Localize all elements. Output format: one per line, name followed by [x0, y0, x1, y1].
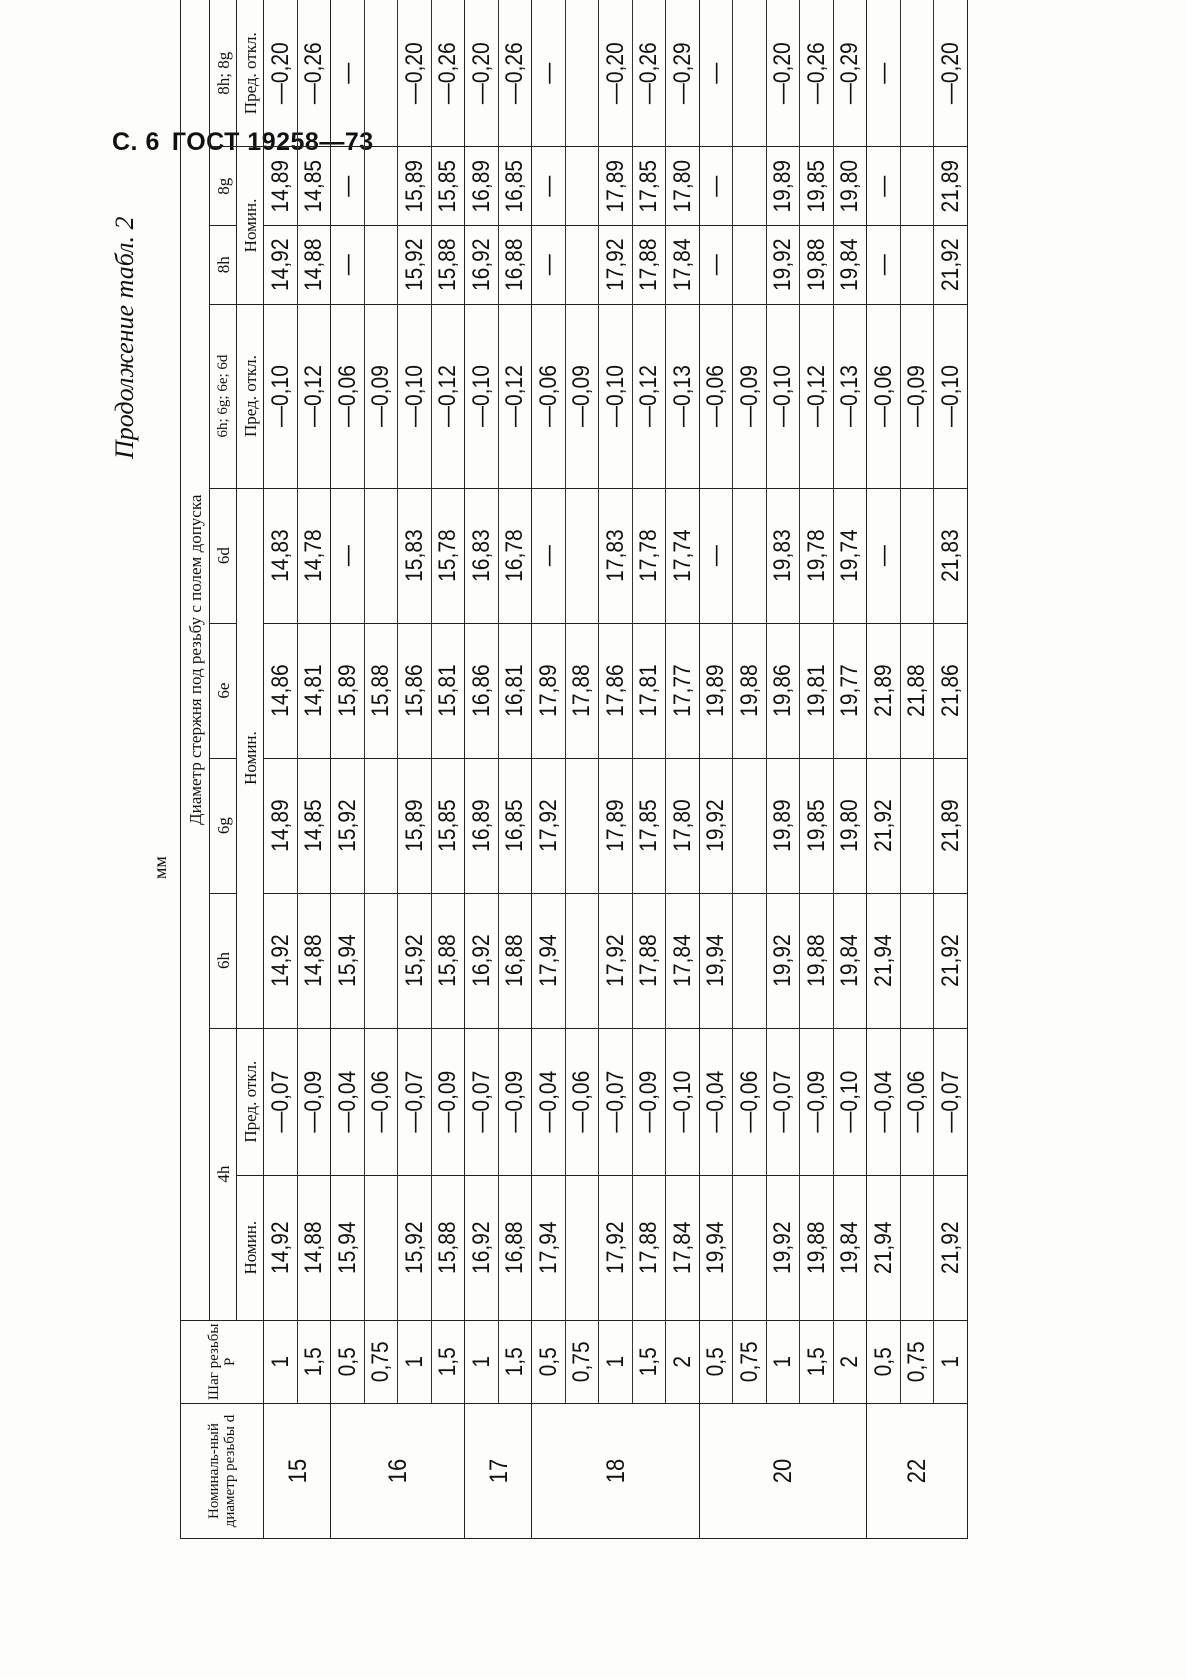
value-cell-e4h: —0,09	[797, 1028, 836, 1175]
value-cell-n6g: 15,89	[395, 758, 434, 893]
table-body	[264, 0, 968, 1539]
value-cell-n6e: 15,81	[428, 623, 467, 758]
value-cell-n6e: 14,86	[261, 623, 300, 758]
header-thread-pitch: Шаг резьбы P	[181, 1320, 264, 1403]
value-cell-e4h: —0,07	[931, 1028, 970, 1175]
value-cell-n6g: 19,85	[797, 758, 836, 893]
value-cell-n8g: 14,89	[261, 147, 300, 226]
value-cell-n8h: —	[328, 225, 367, 304]
header-6-limit: Пред. откл.	[237, 304, 264, 488]
table-row	[900, 0, 934, 1539]
table-row	[297, 0, 331, 1539]
value-cell-n8g: 15,85	[428, 147, 467, 226]
value-cell-n6h: 17,88	[629, 893, 668, 1028]
value-cell-n6h	[361, 893, 400, 1028]
value-cell-n4h	[361, 1175, 400, 1320]
value-cell-n6d: 16,83	[462, 488, 501, 623]
table-row	[867, 0, 901, 1539]
value-cell-n6d: 21,83	[931, 488, 970, 623]
value-cell-e6: —0,09	[897, 304, 936, 488]
value-cell-n6e: 19,88	[730, 623, 769, 758]
value-cell-n6d: —	[529, 488, 568, 623]
value-cell-e8: —0,20	[462, 0, 501, 147]
value-cell-n4h: 15,88	[428, 1175, 467, 1320]
value-cell-e6: —0,06	[696, 304, 735, 488]
value-cell-n8g: 15,89	[395, 147, 434, 226]
value-cell-n8h: —	[696, 225, 735, 304]
value-cell-e8: —0,20	[596, 0, 635, 147]
value-cell-e4h: —0,04	[529, 1028, 568, 1175]
thread-pitch-cell: 0,5	[529, 1320, 568, 1403]
value-cell-n6d: 17,74	[663, 488, 702, 623]
value-cell-n6g	[562, 758, 601, 893]
header-tol-4h: 4h	[210, 1028, 237, 1320]
value-cell-n4h: 17,84	[663, 1175, 702, 1320]
value-cell-e6: —0,09	[562, 304, 601, 488]
value-cell-e8	[562, 0, 601, 147]
header-tol-6g: 6g	[210, 758, 237, 893]
value-cell-e8: —0,26	[797, 0, 836, 147]
thread-pitch-cell: 1,5	[294, 1320, 333, 1403]
thread-pitch-cell: 0,5	[696, 1320, 735, 1403]
value-cell-n8h: 14,88	[294, 225, 333, 304]
thread-pitch-cell: 1	[931, 1320, 970, 1403]
value-cell-n4h	[562, 1175, 601, 1320]
value-cell-n8g: 16,85	[495, 147, 534, 226]
table-row	[331, 0, 365, 1539]
value-cell-n4h: 15,92	[395, 1175, 434, 1320]
page-number: С. 6	[112, 128, 160, 156]
value-cell-e8	[897, 0, 936, 147]
value-cell-n8h: 19,92	[763, 225, 802, 304]
thread-pitch-cell: 1	[596, 1320, 635, 1403]
value-cell-n6h: 14,88	[294, 893, 333, 1028]
value-cell-n6e: 19,89	[696, 623, 735, 758]
value-cell-e8: —0,26	[629, 0, 668, 147]
value-cell-n6g	[361, 758, 400, 893]
nominal-diameter-cell: 18	[519, 1404, 712, 1539]
value-cell-n6g: 16,85	[495, 758, 534, 893]
value-cell-e8: —0,29	[830, 0, 869, 147]
value-cell-e4h: —0,07	[462, 1028, 501, 1175]
nominal-diameter-cell: 15	[258, 1404, 335, 1539]
thread-diameter-table	[180, 0, 968, 1539]
value-cell-n8h: —	[864, 225, 903, 304]
thread-pitch-cell: 0,75	[730, 1320, 769, 1403]
thread-pitch-cell: 0,5	[328, 1320, 367, 1403]
value-cell-n8g: 19,80	[830, 147, 869, 226]
header-tol-8h: 8h	[210, 225, 237, 304]
value-cell-n8g: 17,89	[596, 147, 635, 226]
value-cell-e8: —0,26	[428, 0, 467, 147]
value-cell-n6g: 21,89	[931, 758, 970, 893]
value-cell-n6g: 14,85	[294, 758, 333, 893]
table-row	[364, 0, 398, 1539]
value-cell-n6d	[897, 488, 936, 623]
value-cell-n8h: —	[529, 225, 568, 304]
header-6-nominal: Номин.	[237, 488, 264, 1028]
header-4h-limit: Пред. откл.	[237, 1028, 264, 1175]
value-cell-n6e: 21,89	[864, 623, 903, 758]
header-tol-6e: 6e	[210, 623, 237, 758]
value-cell-n6e: 16,86	[462, 623, 501, 758]
value-cell-e4h: —0,04	[696, 1028, 735, 1175]
value-cell-n6d: 14,78	[294, 488, 333, 623]
value-cell-e4h: —0,06	[562, 1028, 601, 1175]
thread-pitch-cell: 1	[462, 1320, 501, 1403]
thread-pitch-cell: 1,5	[428, 1320, 467, 1403]
value-cell-n6d: 19,74	[830, 488, 869, 623]
value-cell-e6: —0,10	[763, 304, 802, 488]
nominal-diameter-cell: 17	[459, 1404, 536, 1539]
value-cell-n4h: 14,92	[261, 1175, 300, 1320]
value-cell-n6d: 14,83	[261, 488, 300, 623]
value-cell-n4h: 15,94	[328, 1175, 367, 1320]
value-cell-e6: —0,09	[730, 304, 769, 488]
value-cell-n4h: 19,84	[830, 1175, 869, 1320]
header-tol-8-group: 8h; 8g	[210, 0, 237, 147]
value-cell-n6g: 16,89	[462, 758, 501, 893]
value-cell-n6e: 15,88	[361, 623, 400, 758]
value-cell-n8g: 17,80	[663, 147, 702, 226]
value-cell-n6d: —	[864, 488, 903, 623]
value-cell-e4h: —0,04	[864, 1028, 903, 1175]
value-cell-e6: —0,12	[629, 304, 668, 488]
value-cell-n6h: 21,92	[931, 893, 970, 1028]
value-cell-e4h: —0,07	[763, 1028, 802, 1175]
value-cell-n4h: 19,94	[696, 1175, 735, 1320]
value-cell-n6d: 19,83	[763, 488, 802, 623]
value-cell-n6g: 17,89	[596, 758, 635, 893]
value-cell-e6: —0,10	[261, 304, 300, 488]
value-cell-n6h	[897, 893, 936, 1028]
value-cell-e4h: —0,07	[395, 1028, 434, 1175]
table-row	[264, 0, 298, 1539]
table-row	[632, 0, 666, 1539]
value-cell-e6: —0,13	[663, 304, 702, 488]
thread-pitch-cell: 2	[830, 1320, 869, 1403]
value-cell-n6h: 17,84	[663, 893, 702, 1028]
table-row	[833, 0, 867, 1539]
value-cell-n6h: 17,92	[596, 893, 635, 1028]
value-cell-n6d: —	[328, 488, 367, 623]
value-cell-e6: —0,12	[797, 304, 836, 488]
value-cell-n8h: 17,88	[629, 225, 668, 304]
header-tol-6-group: 6h; 6g; 6e; 6d	[210, 304, 237, 488]
value-cell-n8h: 16,92	[462, 225, 501, 304]
value-cell-n8h: 17,92	[596, 225, 635, 304]
value-cell-n8h: 19,88	[797, 225, 836, 304]
value-cell-e4h: —0,09	[428, 1028, 467, 1175]
value-cell-n4h: 19,92	[763, 1175, 802, 1320]
value-cell-n6h: 15,88	[428, 893, 467, 1028]
header-diameter-group: Диаметр стержня под резьбу с полем допуска	[181, 0, 210, 1320]
value-cell-e4h: —0,10	[830, 1028, 869, 1175]
value-cell-n6d: 15,83	[395, 488, 434, 623]
value-cell-n8g: 16,89	[462, 147, 501, 226]
value-cell-e6: —0,12	[428, 304, 467, 488]
value-cell-n4h: 16,92	[462, 1175, 501, 1320]
header-tol-6h: 6h	[210, 893, 237, 1028]
value-cell-n6d	[562, 488, 601, 623]
value-cell-n8g: —	[529, 147, 568, 226]
units-label: мм	[150, 856, 170, 879]
value-cell-n6d: 15,78	[428, 488, 467, 623]
value-cell-e6: —0,06	[328, 304, 367, 488]
value-cell-n6d: 16,78	[495, 488, 534, 623]
value-cell-e6: —0,10	[931, 304, 970, 488]
value-cell-n6e: 14,81	[294, 623, 333, 758]
value-cell-n4h: 21,92	[931, 1175, 970, 1320]
value-cell-e8: —0,20	[261, 0, 300, 147]
value-cell-n6e: 19,81	[797, 623, 836, 758]
value-cell-n8g: —	[328, 147, 367, 226]
value-cell-n6h: 17,94	[529, 893, 568, 1028]
value-cell-e6: —0,09	[361, 304, 400, 488]
table-row	[599, 0, 633, 1539]
value-cell-n6h: 19,94	[696, 893, 735, 1028]
value-cell-n6e: 17,81	[629, 623, 668, 758]
header-4h-nominal: Номин.	[237, 1175, 264, 1320]
value-cell-e8: —	[864, 0, 903, 147]
table-row	[532, 0, 566, 1539]
value-cell-n8h: 16,88	[495, 225, 534, 304]
header-tol-8g: 8g	[210, 147, 237, 226]
value-cell-n6e: 17,77	[663, 623, 702, 758]
value-cell-n6h: 19,92	[763, 893, 802, 1028]
value-cell-n4h: 21,94	[864, 1175, 903, 1320]
value-cell-n6h	[562, 893, 601, 1028]
table-row	[465, 0, 499, 1539]
value-cell-n8h: 19,84	[830, 225, 869, 304]
value-cell-e6: —0,10	[395, 304, 434, 488]
value-cell-n6h: 21,94	[864, 893, 903, 1028]
value-cell-e4h: —0,09	[629, 1028, 668, 1175]
value-cell-e6: —0,06	[864, 304, 903, 488]
value-cell-e8: —	[696, 0, 735, 147]
value-cell-n8g: 19,85	[797, 147, 836, 226]
table-row	[699, 0, 733, 1539]
thread-pitch-cell: 1	[763, 1320, 802, 1403]
value-cell-n6g: 15,85	[428, 758, 467, 893]
value-cell-n8g: 14,85	[294, 147, 333, 226]
value-cell-n4h: 14,88	[294, 1175, 333, 1320]
value-cell-n6h: 16,88	[495, 893, 534, 1028]
value-cell-e4h: —0,07	[261, 1028, 300, 1175]
thread-pitch-cell: 2	[663, 1320, 702, 1403]
value-cell-n6h: 19,88	[797, 893, 836, 1028]
standard-code: ГОСТ 19258—73	[171, 128, 374, 156]
value-cell-n8h: 15,92	[395, 225, 434, 304]
thread-pitch-cell: 1	[395, 1320, 434, 1403]
value-cell-n8h	[562, 225, 601, 304]
thread-pitch-cell: 1,5	[797, 1320, 836, 1403]
thread-pitch-cell: 0,75	[562, 1320, 601, 1403]
value-cell-n8h: 15,88	[428, 225, 467, 304]
value-cell-n6g: 19,92	[696, 758, 735, 893]
value-cell-e6: —0,12	[495, 304, 534, 488]
value-cell-n6e: 15,89	[328, 623, 367, 758]
value-cell-n6e: 17,89	[529, 623, 568, 758]
value-cell-e4h: —0,10	[663, 1028, 702, 1175]
value-cell-n6e: 17,86	[596, 623, 635, 758]
thread-pitch-cell: 0,5	[864, 1320, 903, 1403]
value-cell-n6e: 15,86	[395, 623, 434, 758]
thread-pitch-cell: 0,75	[361, 1320, 400, 1403]
value-cell-n6d: 17,78	[629, 488, 668, 623]
value-cell-n8g	[361, 147, 400, 226]
value-cell-n4h: 17,94	[529, 1175, 568, 1320]
value-cell-e6: —0,13	[830, 304, 869, 488]
value-cell-n6g: 19,89	[763, 758, 802, 893]
value-cell-e4h: —0,06	[361, 1028, 400, 1175]
value-cell-n8g: 19,89	[763, 147, 802, 226]
value-cell-e8: —	[529, 0, 568, 147]
value-cell-n6e: 19,77	[830, 623, 869, 758]
value-cell-n8g: —	[864, 147, 903, 226]
value-cell-e6: —0,10	[596, 304, 635, 488]
value-cell-n8g: 21,89	[931, 147, 970, 226]
thread-pitch-cell: 0,75	[897, 1320, 936, 1403]
table-row	[398, 0, 432, 1539]
table-row	[766, 0, 800, 1539]
table-row	[666, 0, 700, 1539]
table-continuation-caption: Продолжение табл. 2	[110, 216, 139, 459]
value-cell-e4h: —0,06	[897, 1028, 936, 1175]
header-tol-6d: 6d	[210, 488, 237, 623]
value-cell-e8: —0,26	[495, 0, 534, 147]
table-row	[498, 0, 532, 1539]
value-cell-n4h: 17,92	[596, 1175, 635, 1320]
value-cell-e4h: —0,04	[328, 1028, 367, 1175]
value-cell-n6d	[361, 488, 400, 623]
value-cell-n6e: 21,88	[897, 623, 936, 758]
thread-pitch-cell: 1,5	[495, 1320, 534, 1403]
value-cell-e8	[361, 0, 400, 147]
value-cell-n6h: 16,92	[462, 893, 501, 1028]
value-cell-e6: —0,06	[529, 304, 568, 488]
value-cell-n4h: 16,88	[495, 1175, 534, 1320]
value-cell-e8: —0,26	[294, 0, 333, 147]
nominal-diameter-cell: 20	[686, 1404, 879, 1539]
value-cell-n4h	[897, 1175, 936, 1320]
value-cell-n6e: 19,86	[763, 623, 802, 758]
value-cell-e8: —	[328, 0, 367, 147]
value-cell-n8h: 17,84	[663, 225, 702, 304]
value-cell-n4h: 19,88	[797, 1175, 836, 1320]
table-row	[733, 0, 767, 1539]
value-cell-n4h: 17,88	[629, 1175, 668, 1320]
value-cell-n8h: 21,92	[931, 225, 970, 304]
value-cell-n6g: 17,92	[529, 758, 568, 893]
value-cell-n6d: 17,83	[596, 488, 635, 623]
value-cell-n6e: 21,86	[931, 623, 970, 758]
header-8-limit: Пред. откл.	[237, 0, 264, 147]
nominal-diameter-cell: 16	[320, 1404, 474, 1539]
header-8-nominal: Номин.	[237, 147, 264, 304]
value-cell-n8h	[897, 225, 936, 304]
value-cell-n8g: —	[696, 147, 735, 226]
value-cell-n6e: 16,81	[495, 623, 534, 758]
thread-pitch-cell: 1	[261, 1320, 300, 1403]
value-cell-e8: —0,29	[663, 0, 702, 147]
value-cell-n6g: 15,92	[328, 758, 367, 893]
value-cell-e6: —0,10	[462, 304, 501, 488]
value-cell-n6g: 19,80	[830, 758, 869, 893]
value-cell-n6g: 17,80	[663, 758, 702, 893]
value-cell-n6g: 17,85	[629, 758, 668, 893]
value-cell-n6d: 19,78	[797, 488, 836, 623]
value-cell-n6h: 15,92	[395, 893, 434, 1028]
value-cell-n6d: —	[696, 488, 735, 623]
table-row	[934, 0, 968, 1539]
value-cell-n6g: 14,89	[261, 758, 300, 893]
value-cell-e8: —0,20	[395, 0, 434, 147]
value-cell-e4h: —0,09	[495, 1028, 534, 1175]
value-cell-n6g: 21,92	[864, 758, 903, 893]
value-cell-n8g: 17,85	[629, 147, 668, 226]
table-row	[800, 0, 834, 1539]
value-cell-n6e: 17,88	[562, 623, 601, 758]
value-cell-e4h: —0,06	[730, 1028, 769, 1175]
value-cell-e6: —0,12	[294, 304, 333, 488]
nominal-diameter-cell: 22	[859, 1404, 975, 1539]
value-cell-n6g	[897, 758, 936, 893]
value-cell-e4h: —0,07	[596, 1028, 635, 1175]
value-cell-n8h: 14,92	[261, 225, 300, 304]
value-cell-n6h: 15,94	[328, 893, 367, 1028]
header-nominal-diameter: Номиналь-ный диаметр резьбы d	[181, 1404, 264, 1539]
value-cell-n8h	[361, 225, 400, 304]
value-cell-n8g	[562, 147, 601, 226]
value-cell-n6h: 19,84	[830, 893, 869, 1028]
value-cell-e4h: —0,09	[294, 1028, 333, 1175]
value-cell-e8: —0,20	[931, 0, 970, 147]
table-row	[565, 0, 599, 1539]
value-cell-e8: —0,20	[763, 0, 802, 147]
value-cell-n8g	[897, 147, 936, 226]
thread-pitch-cell: 1,5	[629, 1320, 668, 1403]
value-cell-n6h: 14,92	[261, 893, 300, 1028]
table-row	[431, 0, 465, 1539]
